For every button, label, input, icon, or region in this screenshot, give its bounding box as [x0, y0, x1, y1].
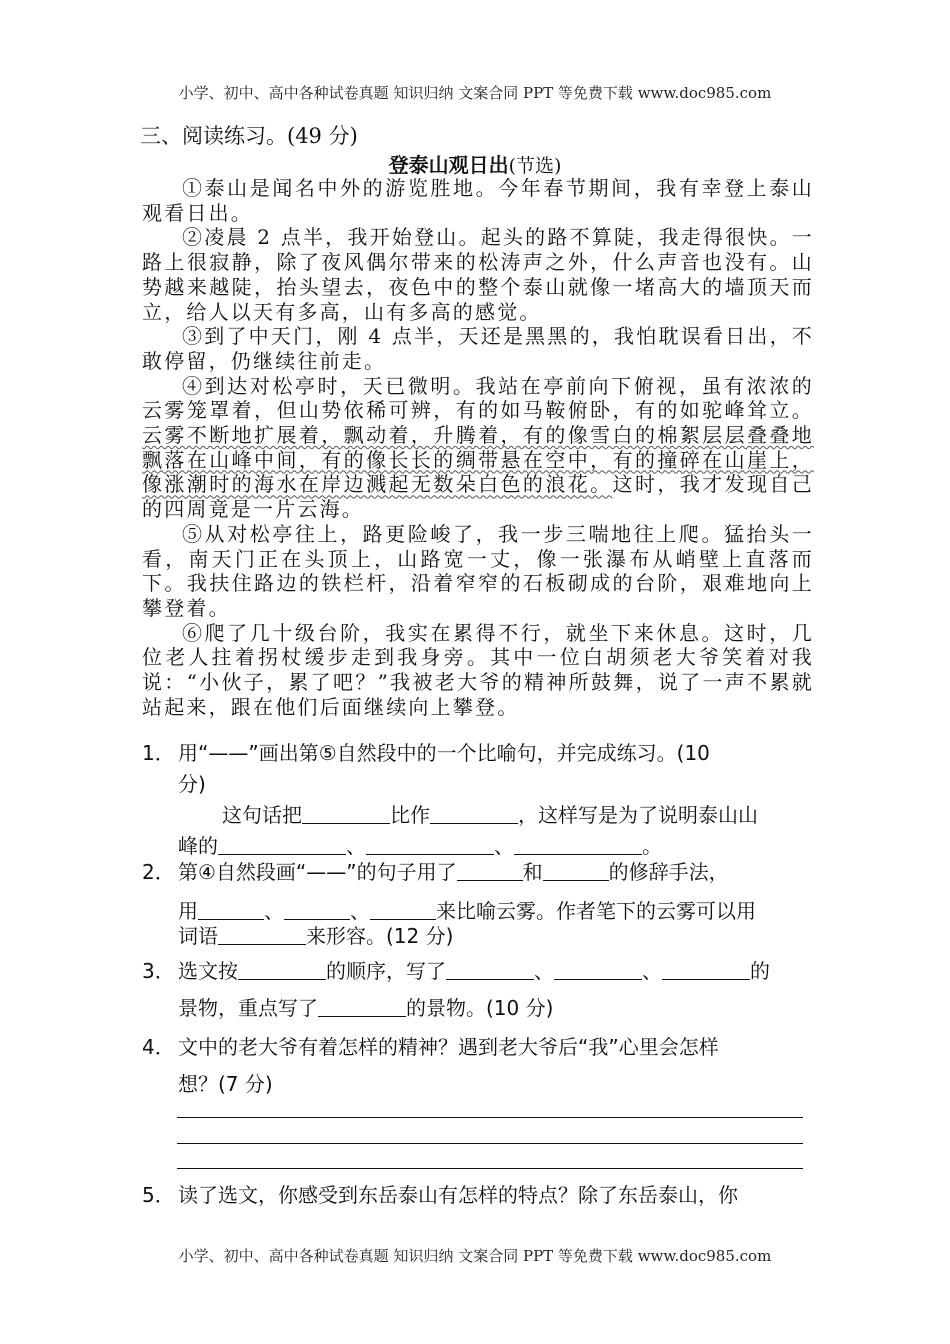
question-4-text: 文中的老大爷有着怎样的精神？遇到老大爷后“我”心里会怎样	[178, 1035, 719, 1059]
question-1-number: 1．	[142, 741, 175, 765]
q4-answer-line-1[interactable]	[177, 1117, 803, 1118]
reading-passage	[142, 176, 814, 719]
paragraph-4-start: ④到达对松亭时，天已微明。我站在亭前向下俯视，虽有浓浓的云雾笼罩着，但山势依稀可辨，有的如马鞍俯卧，有的如驼峰耸立。	[142, 373, 814, 423]
question-3-line-2	[178, 993, 807, 1024]
question-2-number: 2．	[142, 860, 175, 884]
q3-text-d: 、	[642, 959, 662, 983]
question-1-text-cont: 分)	[178, 772, 206, 796]
q1-fill-d: 峰的	[178, 834, 218, 858]
q3-text-g: 的景物。(10 分)	[406, 996, 554, 1020]
q4-answer-line-3[interactable]	[177, 1168, 803, 1169]
q4-answer-line-2[interactable]	[177, 1143, 803, 1144]
q1-blank-1[interactable]	[302, 803, 390, 824]
q3-text-f: 景物，重点写了	[178, 996, 318, 1020]
question-2	[142, 857, 807, 952]
question-3-number: 3．	[142, 959, 175, 983]
q1-blank-3[interactable]	[218, 834, 346, 855]
paragraph-3: ③到了中天门，刚 4 点半，天还是黑黑的，我怕耽误看日出，不敢停留，仍继续往前走。	[142, 324, 814, 373]
q2-blank-1[interactable]	[457, 860, 523, 881]
q3-blank-5[interactable]	[318, 996, 406, 1017]
q3-text-a: 选文按	[178, 959, 238, 983]
q1-blank-4[interactable]	[366, 834, 494, 855]
q2-text-d: 用	[178, 899, 198, 923]
q2-blank-5[interactable]	[370, 899, 436, 920]
footer-banner: 小学、初中、高中各种试卷真题 知识归纳 文案合同 PPT 等免费下载 www.doc985.com	[178, 1247, 772, 1265]
q2-blank-3[interactable]	[198, 899, 264, 920]
q2-blank-2[interactable]	[543, 860, 609, 881]
q2-text-c: 的修辞手法，	[608, 860, 729, 884]
paragraph-2: ②凌晨 2 点半，我开始登山。起头的路不算陡，我走得很快。一路上很寂静，除了夜风偶尔带来的松涛声之外，什么声音也没有。山势越来越陡，抬头望去，夜色中的整个泰山就像一堵高大的墙顶天而立，给人以天有多高，山有多高的感觉。	[142, 225, 814, 324]
question-4-number: 4．	[142, 1035, 175, 1059]
q1-sep-1: 、	[346, 834, 366, 858]
q2-text-h: 词语	[178, 924, 218, 948]
q1-sep-2: 、	[494, 834, 514, 858]
question-2-line-1	[178, 857, 807, 888]
question-1-fill-line-1	[178, 800, 807, 831]
q1-blank-5[interactable]	[514, 834, 642, 855]
q2-text-e: 、	[264, 899, 284, 923]
passage-title	[0, 149, 950, 178]
paragraph-4-end: 这时，我才发现自己的四周竟是一片云海。	[142, 472, 814, 522]
passage-title-main: 登泰山观日出	[388, 153, 509, 177]
question-5-text: 读了选文，你感受到东岳泰山有怎样的特点？除了东岳泰山，你	[178, 1183, 738, 1207]
q3-text-c: 、	[534, 959, 554, 983]
paragraph-1: ①泰山是闻名中外的游览胜地。今年春节期间，我有幸登上泰山观看日出。	[142, 176, 814, 225]
question-5	[142, 1180, 807, 1211]
q2-text-i: 来形容。(12 分)	[306, 924, 454, 948]
question-1-text: 用“——”画出第⑤自然段中的一个比喻句，并完成练习。(10	[178, 741, 710, 765]
paragraph-5: ⑤从对松亭往上，路更险峻了，我一步三喘地往上爬。猛抬头一看，南天门正在头顶上，山路宽一丈，像一张瀑布从峭壁上直落而下。我扶住路边的铁栏杆，沿着窄窄的石板砌成的台阶，艰难地向上攀登着。	[142, 521, 814, 620]
paragraph-4	[142, 374, 814, 522]
paragraph-6: ⑥爬了几十级台阶，我实在累得不行，就坐下来休息。这时，几位老人拄着拐杖缓步走到我身旁。其中一位白胡须老大爷笑着对我说：“小伙子，累了吧？”我被老大爷的精神所鼓舞，说了一声不累就站起来，跟在他们后面继续向上攀登。	[142, 620, 814, 719]
passage-title-sub: (节选)	[508, 155, 562, 177]
question-4	[142, 1032, 807, 1100]
question-5-number: 5．	[142, 1183, 175, 1207]
q3-blank-1[interactable]	[238, 959, 326, 980]
q3-text-e: 的	[750, 959, 770, 983]
q2-blank-4[interactable]	[284, 899, 350, 920]
paragraph-4-marked-sentence: 云雾不断地扩展着，飘动着，升腾着，有的像雪白的棉絮层层叠叠地飘落在山峰中间，有的像长长的绸带悬在空中，有的撞碎在山崖上，像涨潮时的海水在岸边溅起无数朵白色的浪花。	[142, 423, 814, 497]
q3-blank-3[interactable]	[554, 959, 642, 980]
question-1	[142, 738, 807, 862]
question-3-line-1	[178, 956, 807, 987]
q2-blank-6[interactable]	[218, 924, 306, 945]
q2-text-f: 、	[350, 899, 370, 923]
q3-text-b: 的顺序，写了	[326, 959, 446, 983]
q1-fill-c: ，这样写是为了说明泰山山	[518, 803, 758, 827]
q3-blank-4[interactable]	[662, 959, 750, 980]
question-3	[142, 956, 807, 1024]
question-4-text-cont: 想？(7 分)	[178, 1072, 273, 1096]
q2-text-a: 第④自然段画“——”的句子用了	[178, 860, 457, 884]
q2-text-b: 和	[522, 860, 543, 884]
q2-text-g: 来比喻云雾。作者笔下的云雾可以用	[436, 899, 756, 923]
header-banner: 小学、初中、高中各种试卷真题 知识归纳 文案合同 PPT 等免费下载 www.doc985.com	[178, 84, 772, 102]
q1-blank-2[interactable]	[430, 803, 518, 824]
q1-fill-a: 这句话把	[222, 803, 302, 827]
section-heading: 三、阅读练习。(49 分)	[140, 124, 358, 148]
q1-end: 。	[642, 834, 662, 858]
q3-blank-2[interactable]	[446, 959, 534, 980]
q1-fill-b: 比作	[390, 803, 430, 827]
